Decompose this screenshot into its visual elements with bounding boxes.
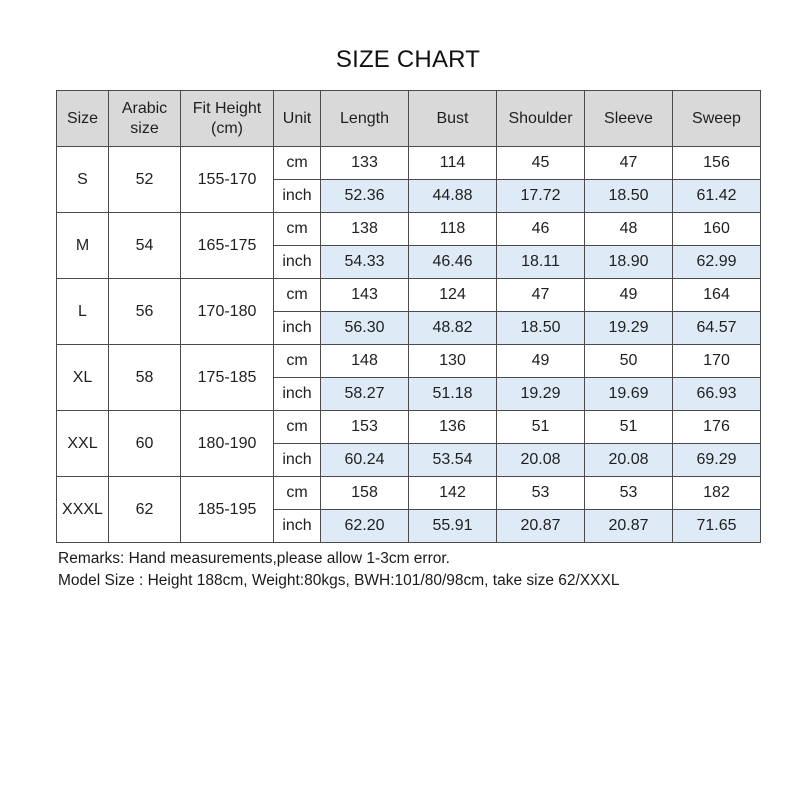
cell-fit-height: 185-195 [181, 477, 274, 543]
cell-sleeve: 18.50 [585, 180, 673, 213]
cell-size: XL [57, 345, 109, 411]
cell-unit-inch: inch [274, 246, 321, 279]
cell-bust: 130 [409, 345, 497, 378]
cell-sleeve: 20.08 [585, 444, 673, 477]
cell-sleeve: 18.90 [585, 246, 673, 279]
cell-length: 133 [321, 147, 409, 180]
size-chart-table [56, 90, 761, 543]
cell-unit-cm: cm [274, 213, 321, 246]
header-size: Size [57, 91, 109, 147]
cell-length: 143 [321, 279, 409, 312]
cell-shoulder: 51 [497, 411, 585, 444]
table-row-xl-cm [57, 345, 761, 378]
cell-sweep: 64.57 [673, 312, 761, 345]
cell-arabic-size: 52 [109, 147, 181, 213]
table-row-l-cm [57, 279, 761, 312]
cell-sleeve: 51 [585, 411, 673, 444]
cell-shoulder: 19.29 [497, 378, 585, 411]
cell-shoulder: 47 [497, 279, 585, 312]
cell-bust: 55.91 [409, 510, 497, 543]
cell-fit-height: 170-180 [181, 279, 274, 345]
table-row-xxxl-cm [57, 477, 761, 510]
cell-length: 158 [321, 477, 409, 510]
cell-bust: 44.88 [409, 180, 497, 213]
cell-fit-height: 155-170 [181, 147, 274, 213]
cell-sleeve: 20.87 [585, 510, 673, 543]
cell-bust: 118 [409, 213, 497, 246]
cell-sweep: 66.93 [673, 378, 761, 411]
cell-bust: 142 [409, 477, 497, 510]
cell-sweep: 170 [673, 345, 761, 378]
header-sweep: Sweep [673, 91, 761, 147]
cell-shoulder: 49 [497, 345, 585, 378]
cell-sweep: 69.29 [673, 444, 761, 477]
cell-bust: 46.46 [409, 246, 497, 279]
cell-shoulder: 20.87 [497, 510, 585, 543]
cell-shoulder: 18.11 [497, 246, 585, 279]
cell-sweep: 62.99 [673, 246, 761, 279]
cell-length: 58.27 [321, 378, 409, 411]
cell-size: S [57, 147, 109, 213]
cell-unit-inch: inch [274, 312, 321, 345]
cell-unit-cm: cm [274, 411, 321, 444]
cell-length: 52.36 [321, 180, 409, 213]
header-bust: Bust [409, 91, 497, 147]
cell-arabic-size: 62 [109, 477, 181, 543]
header-arabic-line1: Arabic [121, 99, 168, 117]
header-length: Length [321, 91, 409, 147]
remarks-model-size: Model Size : Height 188cm, Weight:80kgs, BWH:101/80/98cm, take size 62/XXXL [58, 572, 620, 589]
header-fit-height [181, 91, 274, 147]
cell-bust: 124 [409, 279, 497, 312]
cell-sweep: 61.42 [673, 180, 761, 213]
cell-sleeve: 47 [585, 147, 673, 180]
cell-length: 60.24 [321, 444, 409, 477]
header-unit: Unit [274, 91, 321, 147]
header-row [57, 91, 761, 147]
cell-length: 54.33 [321, 246, 409, 279]
cell-sleeve: 19.29 [585, 312, 673, 345]
cell-unit-cm: cm [274, 279, 321, 312]
cell-shoulder: 46 [497, 213, 585, 246]
cell-sleeve: 50 [585, 345, 673, 378]
cell-size: M [57, 213, 109, 279]
cell-fit-height: 165-175 [181, 213, 274, 279]
cell-length: 148 [321, 345, 409, 378]
cell-length: 56.30 [321, 312, 409, 345]
cell-shoulder: 53 [497, 477, 585, 510]
cell-length: 62.20 [321, 510, 409, 543]
cell-fit-height: 180-190 [181, 411, 274, 477]
header-fit-line2: (cm) [211, 119, 243, 137]
cell-shoulder: 18.50 [497, 312, 585, 345]
remarks-measurement-note: Remarks: Hand measurements,please allow 1-3cm error. [58, 550, 450, 567]
remarks-block [58, 548, 798, 592]
cell-unit-inch: inch [274, 510, 321, 543]
cell-unit-inch: inch [274, 180, 321, 213]
cell-bust: 136 [409, 411, 497, 444]
header-fit-line1: Fit Height [192, 99, 262, 117]
table-row-s-cm [57, 147, 761, 180]
cell-shoulder: 17.72 [497, 180, 585, 213]
cell-unit-cm: cm [274, 477, 321, 510]
cell-arabic-size: 60 [109, 411, 181, 477]
cell-length: 138 [321, 213, 409, 246]
cell-unit-inch: inch [274, 444, 321, 477]
header-shoulder: Shoulder [497, 91, 585, 147]
cell-sleeve: 49 [585, 279, 673, 312]
header-sleeve: Sleeve [585, 91, 673, 147]
cell-bust: 53.54 [409, 444, 497, 477]
cell-arabic-size: 54 [109, 213, 181, 279]
cell-arabic-size: 56 [109, 279, 181, 345]
cell-bust: 48.82 [409, 312, 497, 345]
cell-sweep: 182 [673, 477, 761, 510]
cell-sweep: 164 [673, 279, 761, 312]
cell-bust: 51.18 [409, 378, 497, 411]
cell-unit-inch: inch [274, 378, 321, 411]
cell-bust: 114 [409, 147, 497, 180]
header-arabic-line2: size [130, 119, 159, 137]
cell-size: XXL [57, 411, 109, 477]
cell-shoulder: 20.08 [497, 444, 585, 477]
cell-unit-cm: cm [274, 147, 321, 180]
cell-sleeve: 48 [585, 213, 673, 246]
cell-sweep: 176 [673, 411, 761, 444]
table-row-xxl-cm [57, 411, 761, 444]
cell-sleeve: 53 [585, 477, 673, 510]
cell-sweep: 71.65 [673, 510, 761, 543]
cell-sweep: 160 [673, 213, 761, 246]
cell-sleeve: 19.69 [585, 378, 673, 411]
cell-size: L [57, 279, 109, 345]
table-row-m-cm [57, 213, 761, 246]
cell-sweep: 156 [673, 147, 761, 180]
header-arabic-size [109, 91, 181, 147]
cell-arabic-size: 58 [109, 345, 181, 411]
cell-fit-height: 175-185 [181, 345, 274, 411]
cell-size: XXXL [57, 477, 109, 543]
page-title: SIZE CHART [335, 46, 481, 73]
cell-length: 153 [321, 411, 409, 444]
cell-unit-cm: cm [274, 345, 321, 378]
cell-shoulder: 45 [497, 147, 585, 180]
